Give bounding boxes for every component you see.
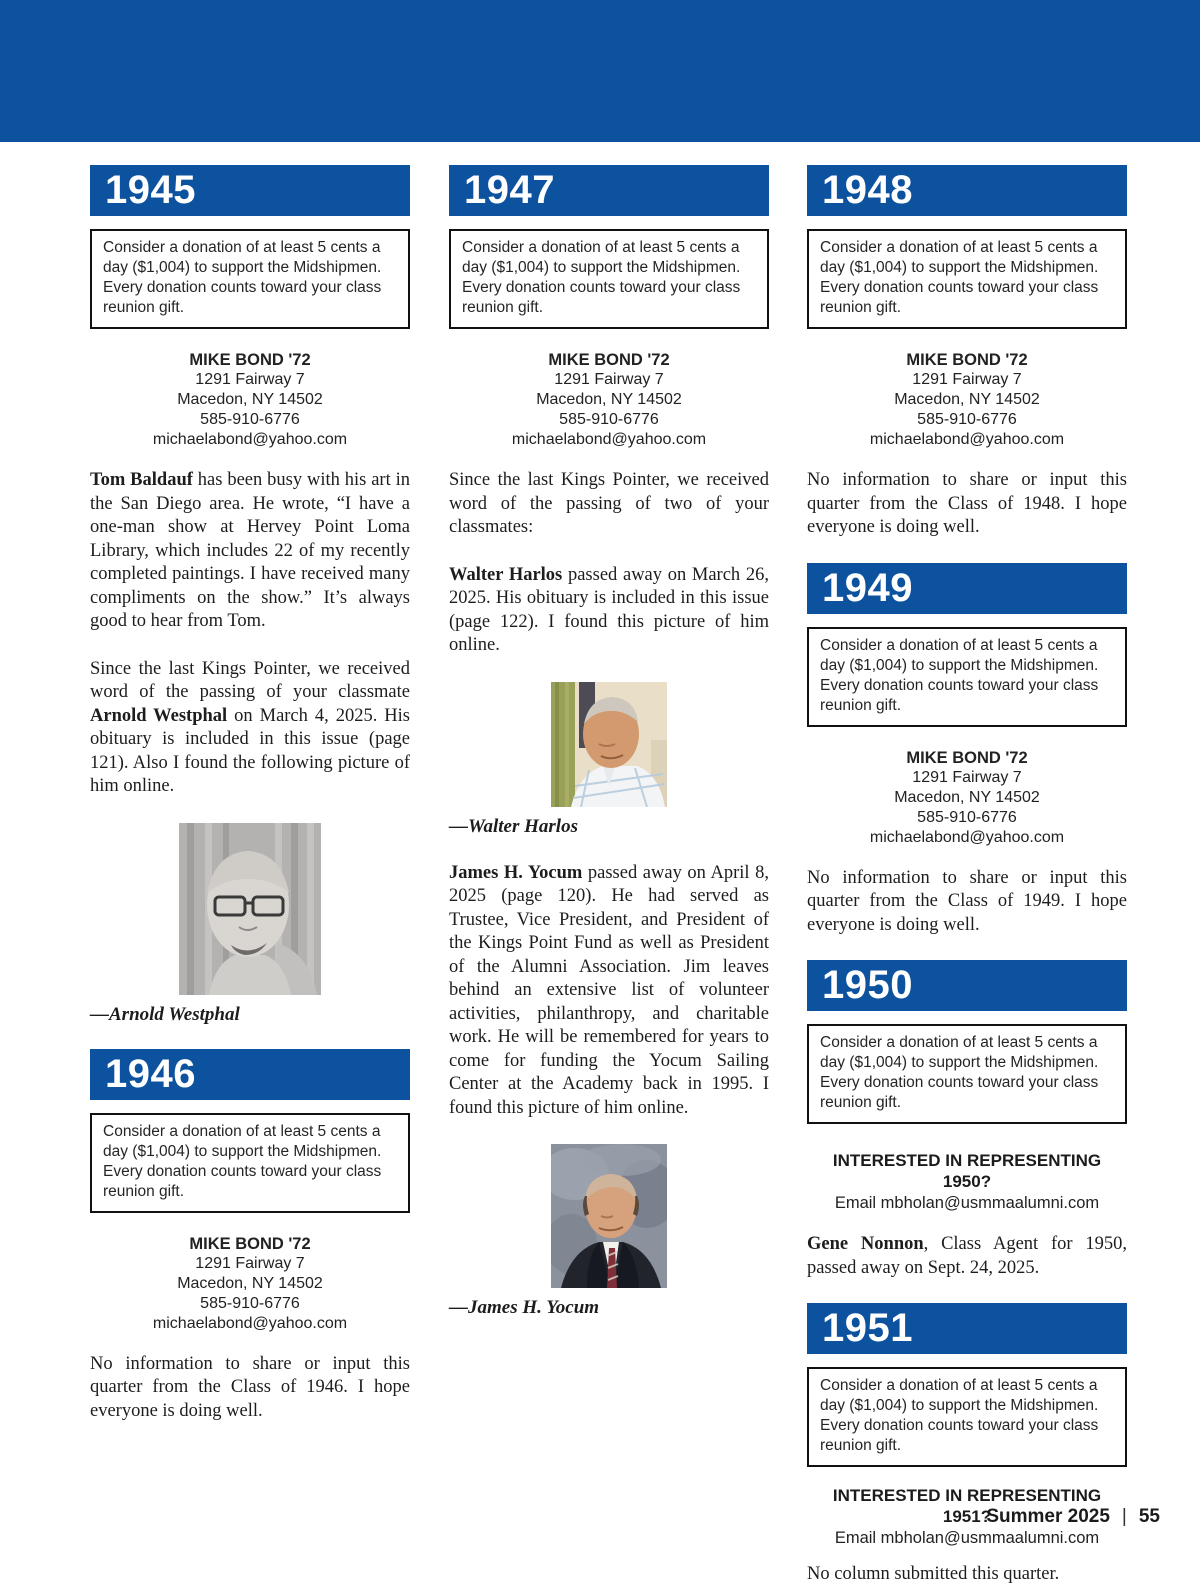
no-info-1946-paragraph: No information to share or input this quarter from the Class of 1946. I hope everyone is doing well.: [90, 1353, 410, 1421]
donation-notice-text: Consider a donation of at least 5 cents a day ($1,004) to support the Midshipmen. Every donation counts toward your class reunion gift.: [820, 636, 1099, 714]
agent-email: michaelabond@yahoo.com: [152, 1314, 348, 1332]
portrait-color-image: [551, 682, 667, 807]
interested-email: Email mbholan@usmmaalumni.com: [834, 1194, 1100, 1212]
class-year-header-1950: [807, 960, 1127, 1011]
agent-phone: 585-910-6776: [917, 411, 1017, 428]
column-3: [807, 165, 1127, 1587]
column-1: [90, 165, 410, 1423]
donation-notice-box-1946: [90, 1113, 410, 1213]
class-year-label: 1946: [105, 1051, 196, 1096]
agent-phone: 585-910-6776: [200, 1294, 300, 1312]
interested-block-1950: [807, 1150, 1127, 1214]
donation-notice-box-1951: [807, 1367, 1127, 1467]
footer-issue: Summer 2025: [986, 1506, 1110, 1527]
class-agent-contact-1945: [90, 350, 410, 450]
donation-notice-box-1950: [807, 1024, 1127, 1124]
page-header-band: [0, 0, 1200, 142]
class-year-header-1945: [90, 165, 410, 216]
james-yocum-paragraph: James H. Yocum passed away on April 8, 2025 (page 120). He had served as Trustee, Vice President, and President of the Kings Point Fund as well as President of the Alumni Association. Jim leaves behind an extensive list of volunteer activities, philanthropy, and charitable work. He will be remembered for years to come for funding the Yocum Sailing Center at the Academy back in 1995. I found this picture of him online.: [449, 862, 769, 1118]
walter-harlos-photo: [449, 682, 769, 807]
class-year-label: 1950: [822, 963, 913, 1007]
arnold-westphal-photo: [90, 823, 410, 995]
agent-name: MIKE BOND '72: [189, 1234, 311, 1253]
donation-notice-box-1948: [807, 229, 1127, 329]
walter-harlos-caption: —Walter Harlos: [449, 815, 578, 837]
class-agent-contact-1948: [807, 350, 1127, 450]
class-year-label: 1949: [822, 565, 913, 610]
agent-address-line1: 1291 Fairway 7: [912, 768, 1022, 786]
class-agent-contact-1947: [449, 350, 769, 450]
agent-address-line2: Macedon, NY 14502: [536, 391, 682, 408]
class-year-label: 1945: [105, 168, 196, 212]
donation-notice-box-1947: [449, 229, 769, 329]
interested-heading: INTERESTED IN REPRESENTING 1951?: [832, 1486, 1102, 1526]
page-footer: [986, 1506, 1160, 1528]
interested-email: Email mbholan@usmmaalumni.com: [834, 1529, 1100, 1547]
agent-name: MIKE BOND '72: [906, 748, 1028, 767]
class-year-label: 1948: [822, 168, 913, 212]
tom-baldauf-paragraph: Tom Baldauf has been busy with his art in the San Diego area. He wrote, “I have a one-man show at Hervey Point Loma Library, which includes 22 of my recently completed paintings. I have received many compliments on the show.” It’s always good to hear from Tom.: [90, 470, 410, 631]
arnold-westphal-caption: —Arnold Westphal: [90, 1003, 240, 1025]
donation-notice-box-1949: [807, 627, 1127, 727]
donation-notice-text: Consider a donation of at least 5 cents a day ($1,004) to support the Midshipmen. Every donation counts toward your class reunion gift.: [103, 1122, 382, 1200]
agent-address-line2: Macedon, NY 14502: [177, 391, 323, 408]
class-year-header-1946: [90, 1049, 410, 1100]
no-column-paragraph: No column submitted this quarter.: [807, 1564, 1060, 1584]
agent-address-line1: 1291 Fairway 7: [195, 1254, 305, 1272]
footer-page-number: 55: [1138, 1506, 1160, 1527]
agent-address-line1: 1291 Fairway 7: [195, 371, 305, 388]
agent-email: michaelabond@yahoo.com: [869, 828, 1065, 846]
no-info-1949-paragraph: No information to share or input this quarter from the Class of 1949. I hope everyone is doing well.: [807, 867, 1127, 935]
class-year-label: 1947: [464, 168, 555, 212]
class-year-header-1947: [449, 165, 769, 216]
agent-address-line1: 1291 Fairway 7: [554, 371, 664, 388]
class-year-header-1949: [807, 563, 1127, 614]
agent-name: MIKE BOND '72: [189, 351, 311, 369]
class-year-label: 1951: [822, 1306, 913, 1350]
column-2: [449, 165, 769, 1319]
donation-notice-text: Consider a donation of at least 5 cents a day ($1,004) to support the Midshipmen. Every donation counts toward your class reunion gift.: [103, 239, 382, 316]
james-yocum-caption: —James H. Yocum: [449, 1297, 600, 1318]
footer-separator: |: [1121, 1506, 1127, 1527]
agent-address-line2: Macedon, NY 14502: [894, 788, 1040, 806]
agent-phone: 585-910-6776: [200, 411, 300, 428]
agent-name: MIKE BOND '72: [906, 351, 1028, 369]
agent-name: MIKE BOND '72: [548, 351, 670, 369]
class-year-header-1951: [807, 1303, 1127, 1354]
agent-phone: 585-910-6776: [917, 808, 1017, 826]
agent-email: michaelabond@yahoo.com: [511, 431, 707, 448]
arnold-westphal-paragraph: Since the last Kings Pointer, we received word of the passing of your classmate Arnold Westphal on March 4, 2025. His obituary is included in this issue (page 121). Also I found the following picture of him online.: [90, 658, 410, 796]
donation-notice-text: Consider a donation of at least 5 cents a day ($1,004) to support the Midshipmen. Every donation counts toward your class reunion gift.: [820, 239, 1099, 316]
classmates-intro-paragraph: Since the last Kings Pointer, we received word of the passing of two of your classmates:: [449, 470, 769, 537]
agent-email: michaelabond@yahoo.com: [869, 431, 1065, 448]
portrait-color-image: [551, 1144, 667, 1288]
interested-heading: INTERESTED IN REPRESENTING 1950?: [832, 1151, 1102, 1191]
portrait-grayscale-image: [179, 823, 321, 995]
no-info-1948-paragraph: No information to share or input this quarter from the Class of 1948. I hope everyone is doing well.: [807, 470, 1127, 537]
agent-address-line1: 1291 Fairway 7: [912, 371, 1022, 388]
gene-nonnon-paragraph: Gene Nonnon, Class Agent for 1950, passed away on Sept. 24, 2025.: [807, 1234, 1127, 1278]
donation-notice-text: Consider a donation of at least 5 cents a day ($1,004) to support the Midshipmen. Every donation counts toward your class reunion gift.: [820, 1034, 1099, 1111]
donation-notice-text: Consider a donation of at least 5 cents a day ($1,004) to support the Midshipmen. Every donation counts toward your class reunion gift.: [462, 239, 741, 316]
agent-phone: 585-910-6776: [559, 411, 659, 428]
agent-address-line2: Macedon, NY 14502: [177, 1274, 323, 1292]
donation-notice-box-1945: [90, 229, 410, 329]
class-year-header-1948: [807, 165, 1127, 216]
class-agent-contact-1949: [807, 748, 1127, 848]
walter-harlos-paragraph: Walter Harlos passed away on March 26, 2025. His obituary is included in this issue (page 122). I found this picture of him online.: [449, 564, 770, 655]
donation-notice-text: Consider a donation of at least 5 cents a day ($1,004) to support the Midshipmen. Every donation counts toward your class reunion gift.: [820, 1377, 1099, 1454]
agent-address-line2: Macedon, NY 14502: [894, 391, 1040, 408]
agent-email: michaelabond@yahoo.com: [152, 431, 348, 448]
james-yocum-photo: [449, 1144, 769, 1288]
class-agent-contact-1946: [90, 1234, 410, 1334]
